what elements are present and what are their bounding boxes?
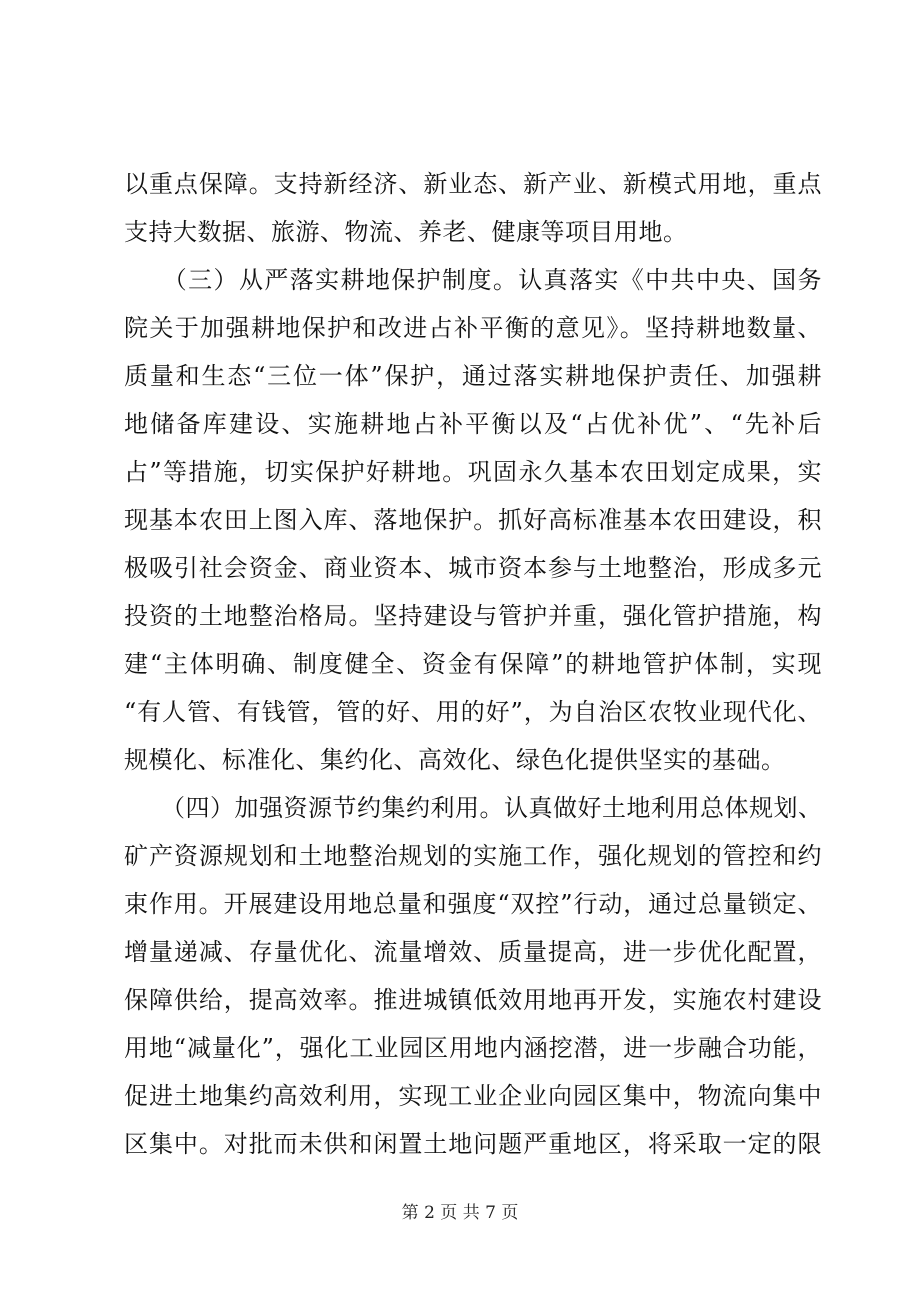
text-line: 支持大数据、旅游、物流、养老、健康等项目用地。 — [124, 218, 688, 246]
text-line: 促进土地集约高效利用，实现工业企业向园区集中，物流向集中 — [124, 1082, 822, 1110]
text-line: 以重点保障。支持新经济、新业态、新产业、新模式用地，重点 — [124, 170, 822, 198]
text-line: 极吸引社会资金、商业资本、城市资本参与土地整治，形成多元 — [124, 554, 822, 582]
text-line: 建“主体明确、制度健全、资金有保障”的耕地管护体制，实现 — [124, 650, 822, 678]
text-line: 现基本农田上图入库、落地保护。抓好高标准基本农田建设，积 — [124, 506, 822, 534]
text-line: （三）从严落实耕地保护制度。认真落实《中共中央、国务 — [124, 266, 822, 294]
text-line: 院关于加强耕地保护和改进占补平衡的意见》。坚持耕地数量、 — [124, 314, 822, 342]
text-line: 占”等措施，切实保护好耕地。巩固永久基本农田划定成果，实 — [124, 458, 822, 486]
text-line: 用地“减量化”，强化工业园区用地内涵挖潜，进一步融合功能， — [124, 1034, 822, 1062]
page-number-footer: 第 2 页 共 7 页 — [401, 1203, 519, 1223]
text-line: （四）加强资源节约集约利用。认真做好土地利用总体规划、 — [124, 794, 823, 822]
text-line: 区集中。对批而未供和闲置土地问题严重地区，将采取一定的限 — [124, 1130, 822, 1158]
text-line: 质量和生态“三位一体”保护，通过落实耕地保护责任、加强耕 — [124, 362, 822, 390]
text-line: 保障供给，提高效率。推进城镇低效用地再开发，实施农村建设 — [124, 986, 822, 1014]
text-line: 束作用。开展建设用地总量和强度“双控”行动，通过总量锁定、 — [124, 890, 822, 918]
text-line: 增量递减、存量优化、流量增效、质量提高，进一步优化配置， — [124, 938, 822, 966]
body-text — [124, 160, 822, 1168]
text-line: 投资的土地整治格局。坚持建设与管护并重，强化管护措施，构 — [124, 602, 822, 630]
text-line: 规模化、标准化、集约化、高效化、绿色化提供坚实的基础。 — [124, 746, 786, 774]
text-line: 地储备库建设、实施耕地占补平衡以及“占优补优”、“先补后 — [124, 410, 822, 438]
text-line: 矿产资源规划和土地整治规划的实施工作，强化规划的管控和约 — [124, 842, 822, 870]
text-line: “有人管、有钱管，管的好、用的好”，为自治区农牧业现代化、 — [124, 698, 822, 726]
